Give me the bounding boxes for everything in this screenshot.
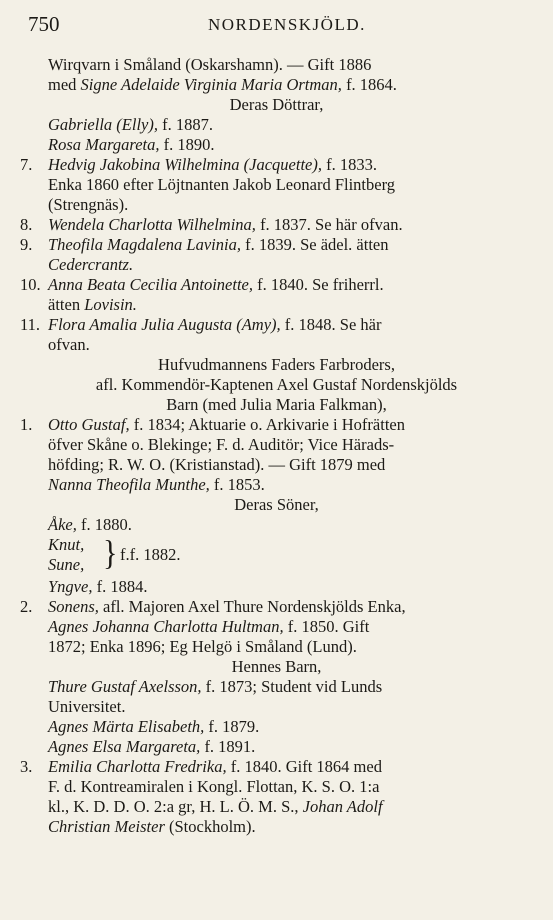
text-run: f. 1864. bbox=[341, 75, 397, 94]
name-text: Åke, bbox=[48, 515, 77, 534]
text-run: (Strengnäs). bbox=[48, 195, 129, 214]
text-line bbox=[0, 577, 553, 597]
name-text: Cedercrantz. bbox=[48, 255, 134, 274]
text-run: f. 1850. Gift bbox=[283, 617, 370, 636]
text-run: Wirqvarn i Småland (Oskarshamn). — Gift 1886 bbox=[48, 55, 372, 74]
text-line bbox=[0, 697, 553, 717]
text-run: f. 1853. bbox=[209, 475, 265, 494]
section-heading bbox=[0, 375, 553, 395]
text-run: f. 1840. Gift 1864 med bbox=[226, 757, 382, 776]
name-text: Nanna Theofila Munthe, bbox=[48, 475, 210, 494]
text-line bbox=[0, 175, 553, 195]
text-line: 11. Flora Amalia Julia Augusta (Amy), f. 1848. Se här bbox=[20, 315, 382, 334]
text-run: f. 1879. bbox=[204, 717, 260, 736]
text-line: 10. Anna Beata Cecilia Antoinette, f. 1840. Se friherrl. bbox=[20, 275, 384, 294]
text-run: f. 1880. bbox=[76, 515, 132, 534]
text-run: afl. Majoren Axel Thure Nordenskjölds Enka, bbox=[98, 597, 406, 616]
page-header bbox=[28, 8, 528, 40]
name-text: Sonens, bbox=[48, 597, 99, 616]
section-heading bbox=[0, 355, 553, 375]
text-run: f. 1839. Se ädel. ätten bbox=[240, 235, 389, 254]
text-run: ätten bbox=[48, 295, 85, 314]
text-run: Deras Söner, bbox=[234, 495, 319, 514]
page-number: 750 bbox=[28, 12, 60, 36]
text-run: kl., K. D. D. O. 2:a gr, H. L. Ö. M. S., bbox=[48, 797, 303, 816]
text-run: (Stockholm). bbox=[164, 817, 256, 836]
text-line bbox=[0, 677, 553, 697]
name-text: Theofila Magdalena Lavinia, bbox=[48, 235, 241, 254]
text-line bbox=[0, 255, 553, 275]
text-run: Enka 1860 efter Löjtnanten Jakob Leonard Flintberg bbox=[48, 175, 396, 194]
text-run: Deras Döttrar, bbox=[229, 95, 324, 114]
text-run: f. 1834; Aktuarie o. Arkivarie i Hofrätten bbox=[129, 415, 405, 434]
text-line bbox=[0, 75, 553, 95]
text-run: öfver Skåne o. Blekinge; F. d. Auditör; Vice Härads- bbox=[48, 435, 395, 454]
text-line bbox=[0, 475, 553, 495]
section-heading bbox=[0, 657, 553, 677]
text-run: Hufvudmannens Faders Farbroders, bbox=[158, 355, 395, 374]
text-line bbox=[0, 617, 553, 637]
text-run: F. d. Kontreamiralen i Kongl. Flottan, K. S. O. 1:a bbox=[48, 777, 380, 796]
text-run: f. 1873; Student vid Lunds bbox=[201, 677, 383, 696]
text-run: afl. Kommendör-Kaptenen Axel Gustaf Nordenskjölds bbox=[95, 375, 458, 394]
text-run: f. 1890. bbox=[159, 135, 215, 154]
text-line bbox=[0, 817, 553, 837]
text-line bbox=[0, 115, 553, 135]
text-run: med bbox=[48, 75, 81, 94]
twin-name: Sune, bbox=[48, 555, 85, 574]
text-run: 1872; Enka 1896; Eg Helgö i Småland (Lund). bbox=[48, 637, 357, 656]
name-text: Lovisin. bbox=[84, 295, 137, 314]
text-line bbox=[0, 777, 553, 797]
name-text: Otto Gustaf, bbox=[48, 415, 130, 434]
text-run: f. 1833. bbox=[322, 155, 377, 174]
text-run: Barn (med Julia Maria Falkman), bbox=[166, 395, 387, 414]
twin-name: Knut, bbox=[48, 535, 85, 554]
text-line bbox=[0, 455, 553, 475]
text-line bbox=[0, 717, 553, 737]
section-heading bbox=[0, 95, 553, 115]
name-text: Agnes Elsa Margareta, bbox=[48, 737, 201, 756]
text-line bbox=[0, 435, 553, 455]
text-run: höfding; R. W. O. (Kristianstad). — Gift 1879 med bbox=[48, 455, 386, 474]
name-text: Anna Beata Cecilia Antoinette, bbox=[48, 275, 253, 294]
text-run: f. 1840. Se friherrl. bbox=[253, 275, 384, 294]
text-run: f. 1887. bbox=[157, 115, 213, 134]
text-line bbox=[0, 295, 553, 315]
name-text: Yngve, bbox=[48, 577, 93, 596]
name-text: Hedvig Jakobina Wilhelmina (Jacquette), bbox=[48, 155, 322, 174]
twin-date: f.f. 1882. bbox=[120, 545, 181, 564]
name-text: Signe Adelaide Virginia Maria Ortman, bbox=[80, 75, 342, 94]
text-line: 3. Emilia Charlotta Fredrika, f. 1840. Gift 1864 med bbox=[20, 757, 382, 776]
text-line bbox=[0, 737, 553, 757]
text-run: ofvan. bbox=[48, 335, 90, 354]
text-line: 1. Otto Gustaf, f. 1834; Aktuarie o. Arkivarie i Hofrätten bbox=[20, 415, 405, 434]
genealogy-text bbox=[0, 55, 553, 837]
text-line bbox=[0, 195, 553, 215]
text-line: 8. Wendela Charlotta Wilhelmina, f. 1837. Se här ofvan. bbox=[20, 215, 403, 234]
running-head: NORDENSKJÖLD. bbox=[208, 15, 366, 34]
text-run: f. 1837. Se här ofvan. bbox=[255, 215, 403, 234]
name-text: Wendela Charlotta Wilhelmina, bbox=[48, 215, 256, 234]
text-line: 7. Hedvig Jakobina Wilhelmina (Jacquette), f. 1833. bbox=[20, 155, 377, 174]
text-line bbox=[0, 55, 553, 75]
name-text: Thure Gustaf Axelsson, bbox=[48, 677, 202, 696]
text-run: f. 1848. Se här bbox=[280, 315, 382, 334]
text-run: f. 1891. bbox=[200, 737, 256, 756]
name-text: Rosa Margareta, bbox=[48, 135, 160, 154]
text-line bbox=[0, 335, 553, 355]
text-line: 2. Sonens, afl. Majoren Axel Thure Nordenskjölds Enka, bbox=[20, 597, 406, 616]
text-run: Universitet. bbox=[48, 697, 126, 716]
text-run: Hennes Barn, bbox=[231, 657, 322, 676]
text-line bbox=[0, 515, 553, 535]
section-heading bbox=[0, 395, 553, 415]
name-text: Agnes Märta Elisabeth, bbox=[48, 717, 205, 736]
name-text: Agnes Johanna Charlotta Hultman, bbox=[48, 617, 284, 636]
text-line bbox=[0, 637, 553, 657]
name-text: Christian Meister bbox=[48, 817, 165, 836]
name-text: Emilia Charlotta Fredrika, bbox=[48, 757, 227, 776]
name-text: Johan Adolf bbox=[302, 797, 383, 816]
name-text: Gabriella (Elly), bbox=[48, 115, 158, 134]
text-run: f. 1884. bbox=[92, 577, 148, 596]
section-heading bbox=[0, 495, 553, 515]
name-text: Flora Amalia Julia Augusta (Amy), bbox=[48, 315, 281, 334]
text-line bbox=[0, 797, 553, 817]
text-line: 9. Theofila Magdalena Lavinia, f. 1839. Se ädel. ätten bbox=[20, 235, 389, 254]
text-line-bracketed bbox=[0, 535, 553, 577]
brace-glyph: } bbox=[103, 534, 118, 573]
text-line bbox=[0, 135, 553, 155]
